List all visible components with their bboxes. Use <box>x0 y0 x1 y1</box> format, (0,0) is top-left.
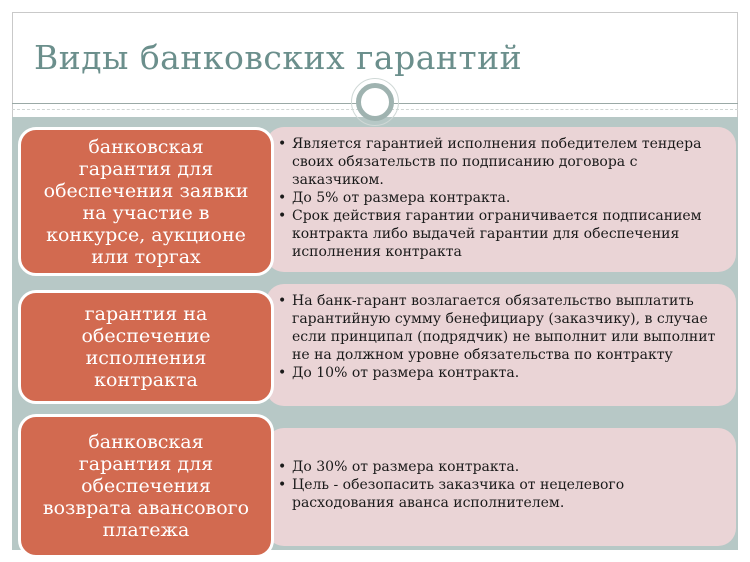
guarantee-type-label-3: банковская гарантия для обеспечения возврата авансового платежа <box>18 414 274 558</box>
bullet-item: • Является гарантией исполнения победителем тендера своих обязательств по подписанию договора с заказчиком. <box>278 135 722 189</box>
bullet-item: • На банк-гарант возлагается обязательство выплатить гарантийную сумму бенефициару (заказчику), в случае если принципал (подрядчик) не выполнит или выполнит не на должном уровне обязательства по контракту <box>278 292 722 364</box>
bullet-item: • До 30% от размера контракта. <box>278 458 722 476</box>
bullet-item: • До 10% от размера контракта. <box>278 364 722 382</box>
bullet-item: • До 5% от размера контракта. <box>278 189 722 207</box>
bullet-list-2 <box>278 292 722 382</box>
slide-title: Виды банковских гарантий <box>34 38 523 77</box>
bullet-item: • Срок действия гарантии ограничивается подписанием контракта либо выдачей гарантии для обеспечения исполнения контракта <box>278 207 722 261</box>
bullet-list-3 <box>278 458 722 512</box>
guarantee-type-label-1: банковская гарантия для обеспечения заявки на участие в конкурсе, аукционе или торгах <box>18 127 274 276</box>
guarantee-type-label-2: гарантия на обеспечение исполнения контракта <box>18 290 274 404</box>
bullet-list-1 <box>278 135 722 261</box>
circle-ornament <box>356 83 394 121</box>
description-box-2 <box>266 284 736 406</box>
description-box-1 <box>266 127 736 272</box>
bullet-item: • Цель - обезопасить заказчика от нецелевого расходования аванса исполнителем. <box>278 476 722 512</box>
description-box-3 <box>266 428 736 546</box>
